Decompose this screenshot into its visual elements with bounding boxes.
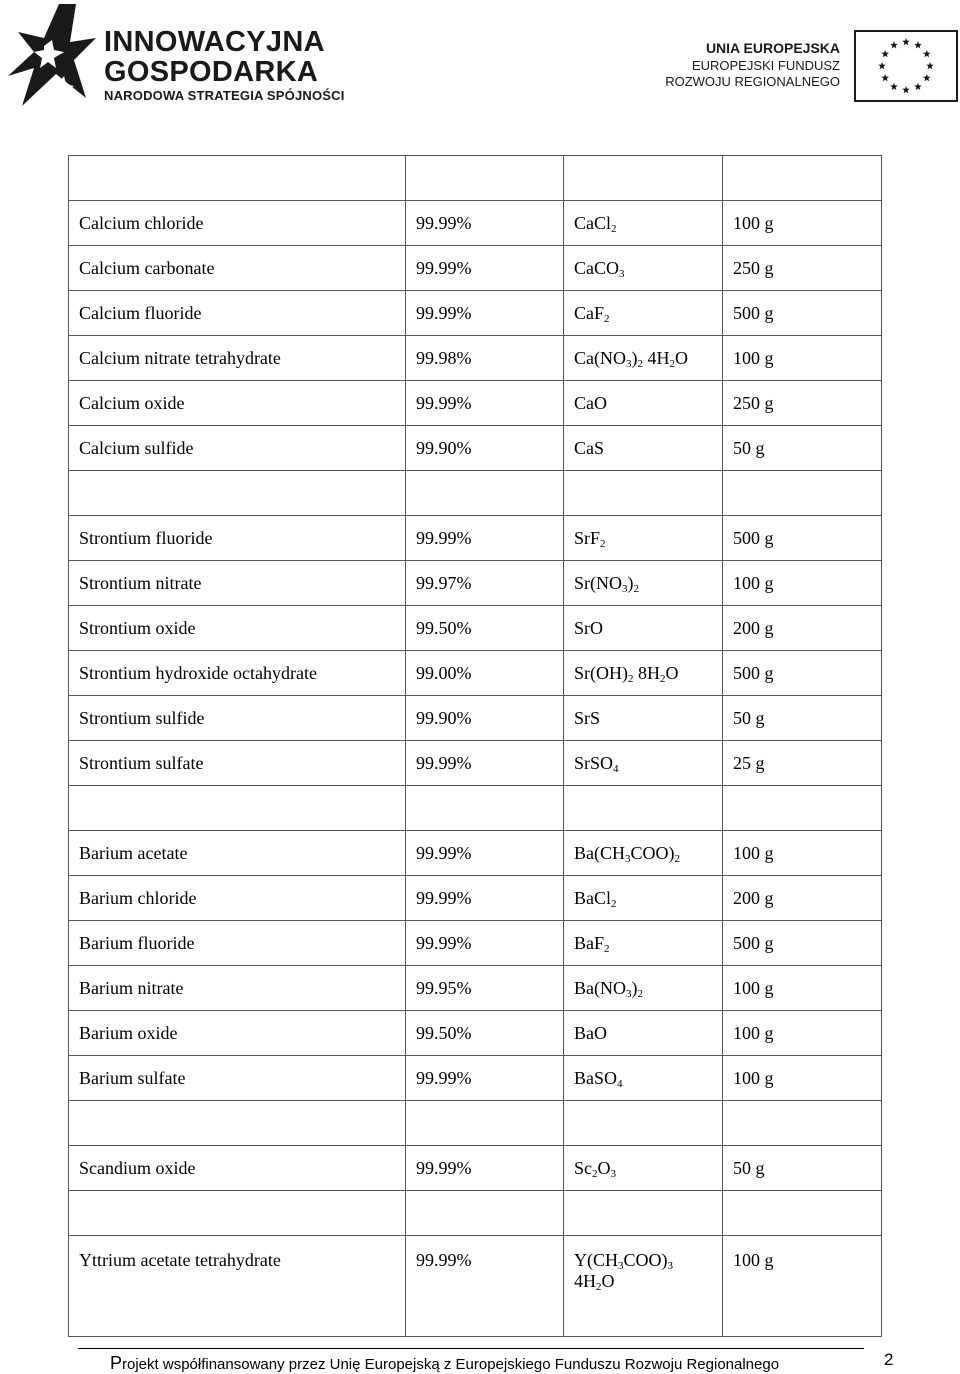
- eu-logo-line2: EUROPEJSKI FUNDUSZ: [691, 58, 840, 73]
- quantity-cell: 50 g: [723, 1146, 882, 1191]
- compound-name-cell: Barium oxide: [69, 1011, 406, 1056]
- table-row: [69, 966, 882, 1011]
- chemical-formula: $Sc_2O_3$: [574, 1157, 616, 1180]
- quantity-cell: 100 g: [723, 336, 882, 381]
- eu-logo-line1: UNIA EUROPEJSKA: [705, 40, 840, 56]
- chemical-formula: CaF$_2$: [574, 302, 610, 325]
- quantity-cell: 100 g: [723, 831, 882, 876]
- formula-cell: [564, 966, 723, 1011]
- table-blank-row: [69, 471, 882, 516]
- purity-cell: 99.99%: [406, 876, 564, 921]
- table-row: [69, 426, 882, 471]
- chemical-formula: BaO: [574, 1022, 607, 1043]
- quantity-cell: 200 g: [723, 876, 882, 921]
- compound-name-cell: Strontium fluoride: [69, 516, 406, 561]
- compound-name-cell: Scandium oxide: [69, 1146, 406, 1191]
- table-row: [69, 336, 882, 381]
- table-blank-row: [69, 786, 882, 831]
- table-row: [69, 1056, 882, 1101]
- table-row: [69, 696, 882, 741]
- table-blank-row: [69, 156, 882, 201]
- chemical-formula: SrS: [574, 707, 601, 728]
- purity-cell: 99.99%: [406, 831, 564, 876]
- footer-text: [110, 1353, 779, 1374]
- chemical-formula: $Sr(OH)_2$ $8H_2O$: [574, 662, 679, 685]
- footer-divider: [78, 1348, 864, 1349]
- innowacyjna-gospodarka-logo: [4, 2, 354, 112]
- table-row: [69, 606, 882, 651]
- purity-cell: 99.99%: [406, 1056, 564, 1101]
- purity-cell: [406, 1191, 564, 1236]
- quantity-cell: 250 g: [723, 381, 882, 426]
- formula-cell: [564, 381, 723, 426]
- compound-name-cell: Strontium sulfide: [69, 696, 406, 741]
- compound-name-cell: [69, 1191, 406, 1236]
- quantity-cell: 500 g: [723, 651, 882, 696]
- compound-name-cell: [69, 1101, 406, 1146]
- formula-cell: [564, 1191, 723, 1236]
- table-row: [69, 1146, 882, 1191]
- formula-cell: [564, 606, 723, 651]
- table-row: [69, 1236, 882, 1337]
- table-blank-row: [69, 1191, 882, 1236]
- purity-cell: 99.98%: [406, 336, 564, 381]
- chemical-formula: BaCl$_2$: [574, 887, 617, 910]
- quantity-cell: [723, 1101, 882, 1146]
- chemical-formula: CaS: [574, 437, 605, 458]
- table-row: [69, 741, 882, 786]
- formula-cell: [564, 1056, 723, 1101]
- logo-line-gospodarka: GOSPODARKA: [104, 56, 319, 88]
- compound-name-cell: Barium acetate: [69, 831, 406, 876]
- purity-cell: [406, 471, 564, 516]
- quantity-cell: 50 g: [723, 426, 882, 471]
- compound-name-cell: Calcium oxide: [69, 381, 406, 426]
- chemical-formula: $Ba(NO_3)_2$: [574, 977, 643, 1000]
- formula-cell: [564, 1146, 723, 1191]
- formula-cell: [564, 786, 723, 831]
- purity-cell: 99.99%: [406, 741, 564, 786]
- quantity-cell: 500 g: [723, 921, 882, 966]
- purity-cell: 99.00%: [406, 651, 564, 696]
- quantity-cell: 100 g: [723, 1056, 882, 1101]
- compound-name-cell: Barium fluoride: [69, 921, 406, 966]
- formula-cell: [564, 471, 723, 516]
- table-row: [69, 201, 882, 246]
- formula-cell: [564, 1236, 723, 1337]
- compound-name-cell: Strontium hydroxide octahydrate: [69, 651, 406, 696]
- purity-cell: 99.99%: [406, 921, 564, 966]
- table-row: [69, 246, 882, 291]
- quantity-cell: 500 g: [723, 516, 882, 561]
- formula-cell: [564, 426, 723, 471]
- table-row: [69, 921, 882, 966]
- chemical-formula: SrF$_2$: [574, 527, 606, 550]
- purity-cell: 99.99%: [406, 1236, 564, 1337]
- eu-logo: [660, 28, 960, 108]
- quantity-cell: 250 g: [723, 246, 882, 291]
- formula-cell: [564, 831, 723, 876]
- purity-cell: 99.99%: [406, 291, 564, 336]
- compound-name-cell: Barium sulfate: [69, 1056, 406, 1101]
- purity-cell: [406, 786, 564, 831]
- quantity-cell: [723, 156, 882, 201]
- purity-cell: 99.99%: [406, 201, 564, 246]
- purity-cell: 99.90%: [406, 696, 564, 741]
- quantity-cell: 100 g: [723, 1011, 882, 1056]
- compound-name-cell: Calcium nitrate tetrahydrate: [69, 336, 406, 381]
- quantity-cell: 100 g: [723, 201, 882, 246]
- purity-cell: 99.99%: [406, 381, 564, 426]
- chemical-formula: CaO: [574, 392, 607, 413]
- logo-line-strategia: NARODOWA STRATEGIA SPÓJNOŚCI: [104, 88, 345, 103]
- chemicals-table: [68, 155, 882, 1337]
- table-row: [69, 381, 882, 426]
- formula-cell: [564, 246, 723, 291]
- formula-cell: [564, 741, 723, 786]
- formula-cell: [564, 336, 723, 381]
- compound-name-cell: [69, 156, 406, 201]
- formula-cell: [564, 876, 723, 921]
- formula-cell: [564, 651, 723, 696]
- quantity-cell: 50 g: [723, 696, 882, 741]
- quantity-cell: [723, 471, 882, 516]
- table-row: [69, 1011, 882, 1056]
- formula-cell: [564, 921, 723, 966]
- formula-cell: [564, 1011, 723, 1056]
- formula-cell: [564, 291, 723, 336]
- purity-cell: 99.97%: [406, 561, 564, 606]
- quantity-cell: 100 g: [723, 561, 882, 606]
- logo-line-innowacyjna: INNOWACYJNA: [104, 26, 325, 58]
- table-row: [69, 876, 882, 921]
- footer-text-rest: rojekt współfinansowany przez Unię Europejską z Europejskiego Funduszu Rozwoju Regionalnego: [122, 1356, 780, 1373]
- page-number: 2: [884, 1350, 894, 1369]
- chemical-formula: $Ca(NO_3)_2$ $4H_2O$: [574, 347, 688, 370]
- compound-name-cell: [69, 786, 406, 831]
- purity-cell: 99.99%: [406, 516, 564, 561]
- innovation-star-icon: [4, 2, 100, 112]
- purity-cell: 99.90%: [406, 426, 564, 471]
- quantity-cell: 100 g: [723, 966, 882, 1011]
- chemical-formula: BaSO$_4$: [574, 1067, 623, 1090]
- purity-cell: 99.50%: [406, 606, 564, 651]
- quantity-cell: 200 g: [723, 606, 882, 651]
- chemical-formula: $Sr(NO_3)_2$: [574, 572, 639, 595]
- table-blank-row: [69, 1101, 882, 1146]
- chemical-formula: $Y(CH_3COO)_3$ $4H_2O$: [574, 1250, 673, 1293]
- footer-first-letter: P: [110, 1353, 123, 1373]
- formula-cell: [564, 696, 723, 741]
- chemical-formula: SrO: [574, 617, 604, 638]
- chemical-formula: SrSO$_4$: [574, 752, 619, 775]
- formula-cell: [564, 201, 723, 246]
- quantity-cell: 500 g: [723, 291, 882, 336]
- chemical-formula: CaCl$_2$: [574, 212, 617, 235]
- eu-flag-icon: [854, 30, 958, 102]
- table-row: [69, 291, 882, 336]
- compound-name-cell: Strontium sulfate: [69, 741, 406, 786]
- formula-cell: [564, 156, 723, 201]
- table-row: [69, 561, 882, 606]
- compound-name-cell: Calcium chloride: [69, 201, 406, 246]
- quantity-cell: 100 g: [723, 1236, 882, 1337]
- compound-name-cell: Strontium oxide: [69, 606, 406, 651]
- table-row: [69, 516, 882, 561]
- table-row: [69, 651, 882, 696]
- chemical-formula: BaF$_2$: [574, 932, 610, 955]
- compound-name-cell: Strontium nitrate: [69, 561, 406, 606]
- purity-cell: 99.50%: [406, 1011, 564, 1056]
- quantity-cell: 25 g: [723, 741, 882, 786]
- chemical-formula: $Ba(CH_3COO)_2$: [574, 842, 680, 865]
- chemical-formula: CaCO$_3$: [574, 257, 625, 280]
- compound-name-cell: Barium chloride: [69, 876, 406, 921]
- compound-name-cell: [69, 471, 406, 516]
- formula-cell: [564, 561, 723, 606]
- quantity-cell: [723, 786, 882, 831]
- purity-cell: 99.99%: [406, 246, 564, 291]
- compound-name-cell: Yttrium acetate tetrahydrate: [69, 1236, 406, 1337]
- purity-cell: 99.95%: [406, 966, 564, 1011]
- purity-cell: [406, 156, 564, 201]
- compound-name-cell: Calcium fluoride: [69, 291, 406, 336]
- formula-cell: [564, 516, 723, 561]
- purity-cell: 99.99%: [406, 1146, 564, 1191]
- purity-cell: [406, 1101, 564, 1146]
- quantity-cell: [723, 1191, 882, 1236]
- formula-cell: [564, 1101, 723, 1146]
- table-row: [69, 831, 882, 876]
- compound-name-cell: Calcium carbonate: [69, 246, 406, 291]
- eu-logo-line3: ROZWOJU REGIONALNEGO: [665, 74, 840, 89]
- compound-name-cell: Barium nitrate: [69, 966, 406, 1011]
- compound-name-cell: Calcium sulfide: [69, 426, 406, 471]
